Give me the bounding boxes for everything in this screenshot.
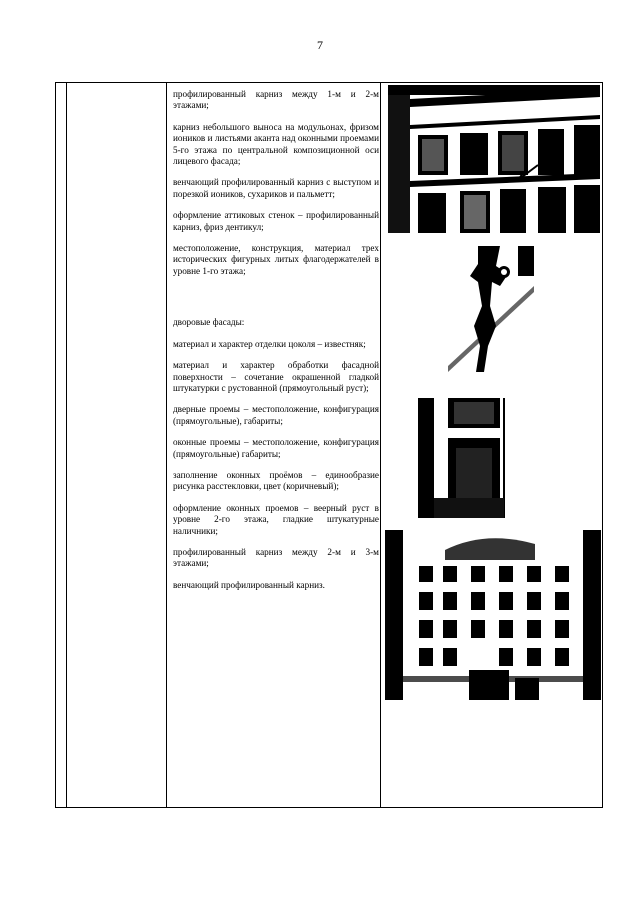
list-item: материал и характер обработки фасадной поверхности – сочетание окрашенной гладкой штукатурки с рустованной (прямоугольный руст);: [173, 360, 379, 393]
list-item: заполнение оконных проёмов – единообразие рисунка расстекловки, цвет (коричневый);: [173, 469, 379, 492]
list-item: материал и характер отделки цоколя – известняк;: [173, 338, 366, 349]
facade-cornices-photo: [388, 85, 600, 233]
page-number: 7: [317, 38, 323, 52]
list-item: венчающий профилированный карниз.: [173, 579, 325, 590]
section-title: дворовые фасады:: [173, 317, 245, 328]
list-item: профилированный карниз между 2-м и 3-м этажами;: [173, 546, 379, 569]
courtyard-facade-photo: [385, 530, 601, 700]
column-divider: [380, 83, 381, 807]
list-item: местоположение, конструкция, материал трех исторических фигурных литых флагодержателей в уровне 1-го этажа;: [173, 243, 379, 276]
flag-holder-photo: [448, 246, 534, 386]
list-item: оформление аттиковых стенок – профилированный карниз, фриз дентикул;: [173, 210, 379, 232]
column-divider: [66, 83, 67, 807]
courtyard-door-photo: [408, 398, 540, 518]
list-item: карниз небольшого выноса на модульонах, фризом иоников и листьями аканта над оконными проемами 5-го этажа по центральной композиционной оси лицевого фасада;: [173, 121, 379, 167]
list-item: венчающий профилированный карниз с выступом и порезкой иоников, сухариков и пальметт;: [173, 177, 379, 199]
column-divider: [166, 83, 167, 807]
description-column: [173, 89, 379, 601]
list-item: оформление оконных проемов – веерный руст в уровне 2-го этажа, гладкие штукатурные наличники;: [173, 502, 379, 536]
list-item: профилированный карниз между 1-м и 2-м этажами;: [173, 89, 379, 111]
list-item: оконные проемы – местоположение, конфигурация (прямоугольные) габариты;: [173, 437, 379, 459]
list-item: дверные проемы – местоположение, конфигурация (прямоугольные), габариты;: [173, 404, 379, 426]
